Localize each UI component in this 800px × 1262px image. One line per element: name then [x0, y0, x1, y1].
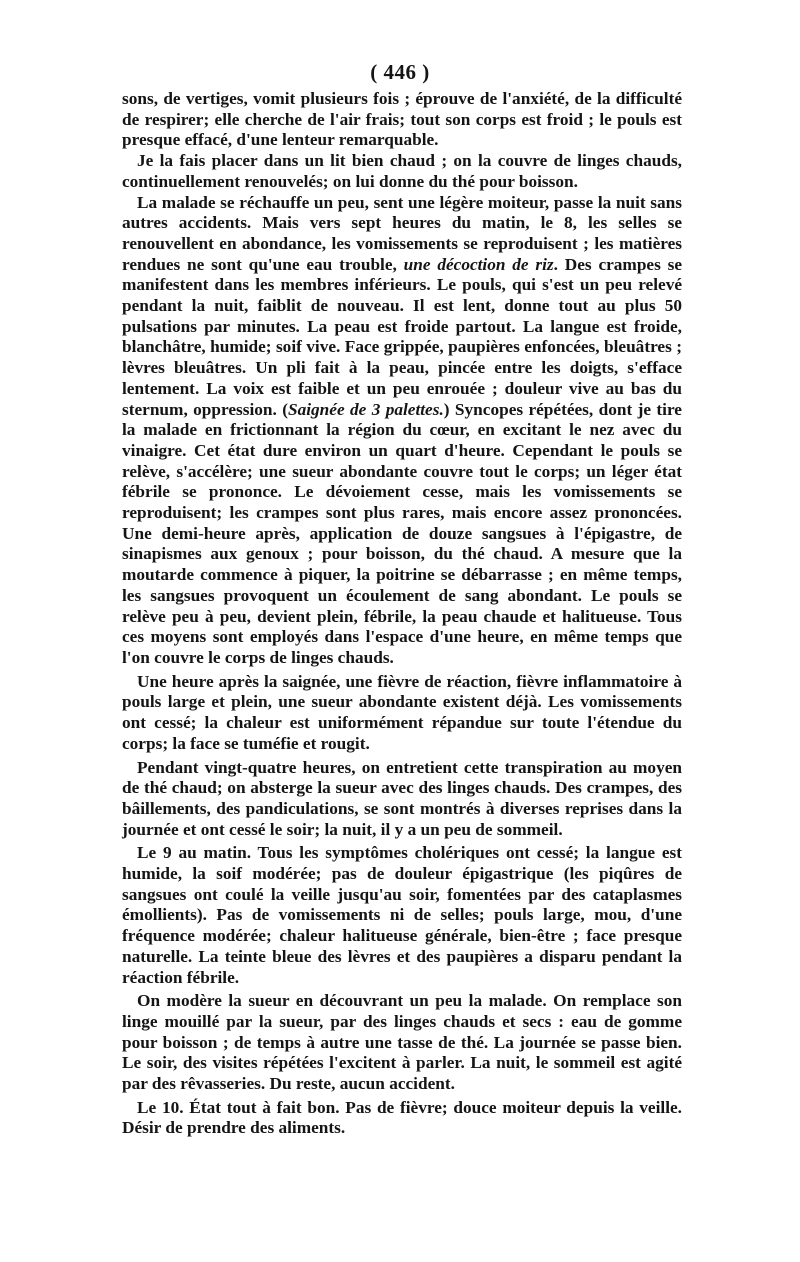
paragraph-3-part-c: ) Syncopes répétées, dont je tire la malade en frictionnant la région du cœur, en excitant le nez avec du vinaigre. Cet état dure environ un quart d'heure. Cependant le pouls se relève, s'accélère; une sueur abondante couvre tout le corps; un léger état fébrile se prononce. Le dévoiement cesse, mais les vomissements se reproduisent; les crampes sont plus rares, mais encore assez prononcées. Une demi-heure après, application de douze sangsues à l'épigastre, de sinapismes aux genoux ; pour boisson, du thé chaud. A mesure que la moutarde commence à piquer, la poitrine se débarrasse ; en même temps, les sangsues provoquent un écoulement de sang abondant. Le pouls se relève peu à peu, devient plein, fébrile, la peau chaude et halitueuse. Tous ces moyens sont employés dans l'espace d'une heure, en même temps que l'on couvre le corps de linges chauds.	[122, 399, 682, 667]
paragraph-1: sons, de vertiges, vomit plusieurs fois ; éprouve de l'anxiété, de la difficulté de respirer; elle cherche de l'air frais; tout son corps est froid ; le pouls est presque effacé, d'une lenteur remarquable.	[122, 89, 682, 150]
paragraph-3-italic-a: une décoction de riz	[403, 254, 554, 274]
paragraph-3-part-b: . Des crampes se manifestent dans les membres inférieurs. Le pouls, qui s'est un peu relevé pendant la nuit, faiblit de nouveau. Il est lent, donne tout au plus 50 pulsations par minutes. La peau est froide partout. La langue est froide, blanchâtre, humide; soif vive. Face grippée, paupières enfoncées, bleuâtres ; lèvres bleuâtres. Un pli fait à la peau, pincée entre les doigts, s'efface lentement. La voix est faible et un peu enrouée ; douleur vive au bas du sternum, oppression. (	[122, 254, 683, 419]
paragraph-5: Pendant vingt-quatre heures, on entretient cette transpiration au moyen de thé chaud; on absterge la sueur avec des linges chauds. Des crampes, des bâillements, des pandiculations, se sont montrés à diverses reprises dans la journée et ont cessé le soir; la nuit, il y a un peu de sommeil.	[122, 757, 682, 839]
paragraph-7: On modère la sueur en découvrant un peu la malade. On remplace son linge mouillé par la sueur, par des linges chauds et secs : eau de gomme pour boisson ; de temps à autre une tasse de thé. La journée se passe bien. Le soir, des visites répétées l'excitent à parler. La nuit, le sommeil est agité par des rêvasseries. Du reste, aucun accident.	[122, 991, 682, 1094]
paragraph-2: Je la fais placer dans un lit bien chaud ; on la couvre de linges chauds, continuellement renouvelés; on lui donne du thé pour boisson.	[122, 151, 682, 191]
paragraph-6: Le 9 au matin. Tous les symptômes cholériques ont cessé; la langue est humide, la soif modérée; pas de douleur épigastrique (les piqûres de sangsues ont coulé la veille jusqu'au soir, fomentées par des cataplasmes émollients). Pas de vomissements ni de selles; pouls large, mou, d'une fréquence modérée; chaleur halitueuse générale, bien-être ; face presque naturelle. La teinte bleue des lèvres et des paupières a disparu pendant la réaction fébrile.	[122, 843, 682, 987]
paragraph-4: Une heure après la saignée, une fièvre de réaction, fièvre inflammatoire à pouls large et plein, une sueur abondante existent déjà. Les vomissements ont cessé; la chaleur est uniformément répandue sur toute l'étendue du corps; la face se tuméfie et rougit.	[122, 671, 682, 753]
paragraph-8: Le 10. État tout à fait bon. Pas de fièvre; douce moiteur depuis la veille. Désir de prendre des aliments.	[122, 1097, 682, 1138]
paragraph-3-part-a: La malade se réchauffe un peu, sent une légère moiteur, passe la nuit sans autres accidents. Mais vers sept heures du matin, le 8, les selles se renouvellent en abondance, les vomissements se reproduisent ; les matières rendues ne sont qu'une eau trouble,	[122, 192, 682, 274]
paragraph-3-italic-b: Saignée de 3 palettes.	[287, 399, 444, 419]
page-number: ( 446 )	[370, 60, 430, 84]
paragraph-3	[122, 193, 682, 669]
body-text	[122, 89, 682, 1139]
